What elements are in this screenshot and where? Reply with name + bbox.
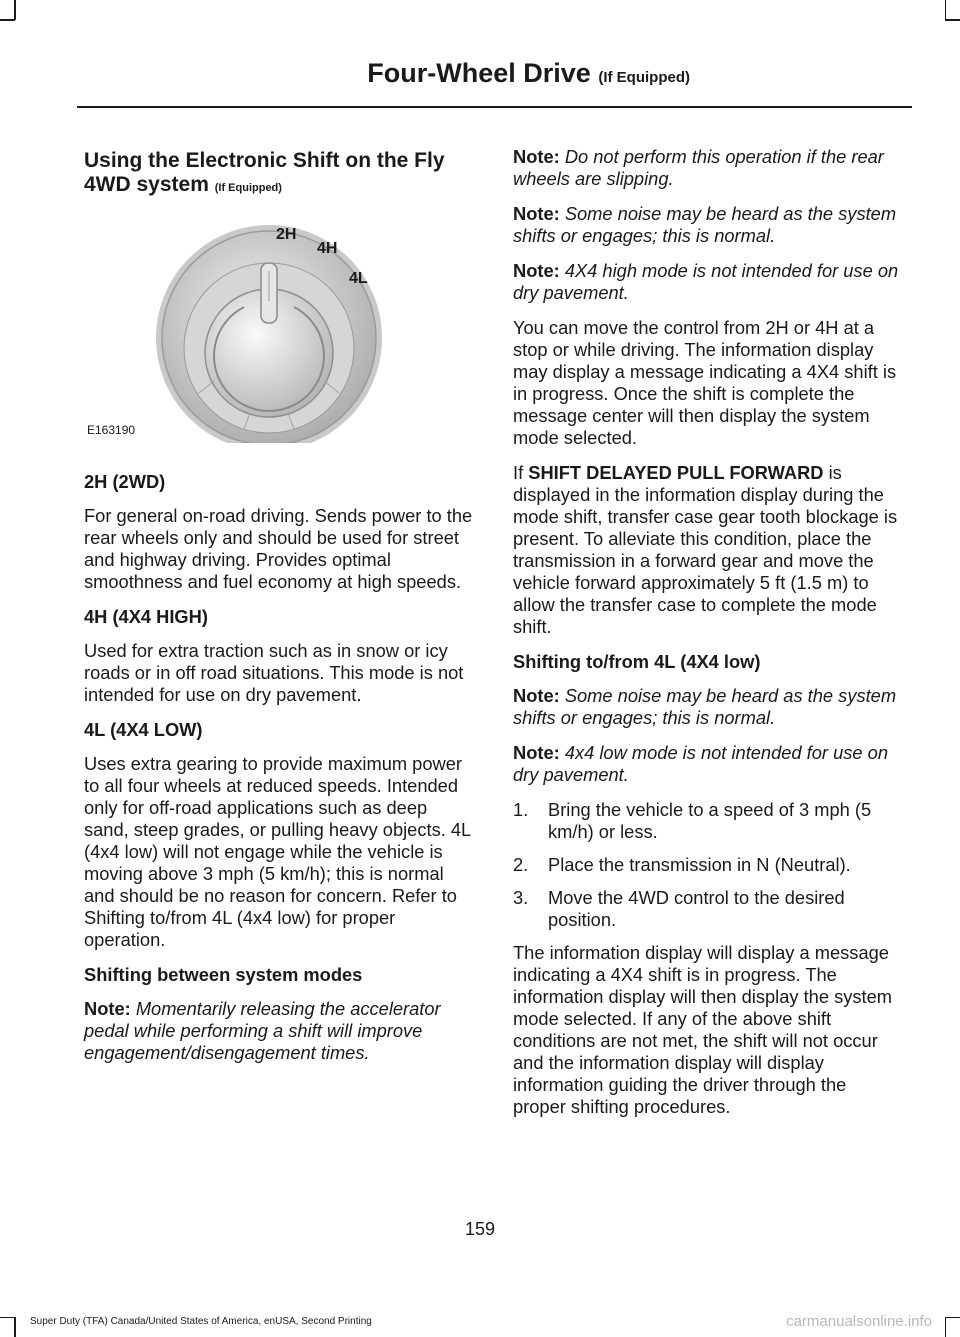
- mode-4h-description: Used for extra traction such as in snow or icy roads or in off road situations. This mode is not intended for use on dry pavement.: [84, 640, 464, 705]
- step-number: 1.: [513, 799, 529, 820]
- mode-4h-heading: 4H (4X4 HIGH): [84, 606, 208, 627]
- 4wd-control-knob-illustration: [84, 203, 474, 443]
- right-column: [513, 146, 903, 1131]
- crop-mark: [945, 1317, 960, 1319]
- note-slipping: [513, 146, 903, 190]
- header-title-text: Four-Wheel Drive: [367, 58, 591, 88]
- mode-2h-heading: 2H (2WD): [84, 471, 166, 492]
- note-label: Note:: [513, 742, 560, 763]
- crop-mark: [0, 1317, 15, 1319]
- section-title: [84, 149, 474, 200]
- para-prefix: If: [513, 462, 524, 483]
- note-text: Some noise may be heard as the system shifts or engages; this is normal.: [513, 685, 897, 728]
- note-text: 4x4 low mode is not intended for use on dry pavement.: [513, 742, 888, 785]
- page-number: 159: [464, 1219, 496, 1239]
- note-noise-4l: [513, 685, 903, 729]
- crop-mark: [945, 19, 960, 21]
- header-divider: [77, 106, 912, 108]
- shifting-4l-heading: Shifting to/from 4L (4X4 low): [513, 651, 761, 672]
- list-item: [513, 854, 903, 876]
- shift-delayed-paragraph: [513, 462, 903, 638]
- label-4h: 4H: [317, 240, 338, 257]
- shift-delayed-message: SHIFT DELAYED PULL FORWARD: [528, 462, 824, 483]
- section-title-text: Using the Electronic Shift on the Fly 4WD system: [84, 149, 445, 196]
- crop-mark: [0, 19, 15, 21]
- note-label: Note:: [513, 260, 560, 281]
- note-label: Note:: [513, 685, 560, 706]
- figure-id: E163190: [87, 423, 136, 437]
- step-text: Place the transmission in N (Neutral).: [548, 854, 851, 875]
- note-4x4-high: [513, 260, 903, 304]
- crop-mark: [14, 0, 16, 20]
- crop-mark: [945, 1317, 947, 1337]
- crop-mark: [945, 0, 947, 20]
- note-text: Momentarily releasing the accelerator pedal while performing a shift will improve engagement/disengagement times.: [84, 998, 441, 1063]
- 4wd-control-figure: [84, 203, 474, 443]
- mode-2h-description: For general on-road driving. Sends power to the rear wheels only and should be used for street and highway driving. Provides optimal smoothness and fuel economy at high speeds.: [84, 505, 473, 592]
- shifting-modes-heading: Shifting between system modes: [84, 964, 363, 985]
- note-text: Some noise may be heard as the system shifts or engages; this is normal.: [513, 203, 897, 246]
- mode-4l-heading: 4L (4X4 LOW): [84, 719, 203, 740]
- mode-4l-description: Uses extra gearing to provide maximum power to all four wheels at reduced speeds. Intended only for off-road applications such as deep sand, steep grades, or pulling heavy objects. 4L (4x4 low) will not engage while the vehicle is moving above 3 mph (5 km/h); this is normal and should be no reason for concern. Refer to Shifting to/from 4L (4x4 low) for proper operation.: [84, 753, 471, 950]
- label-2h: 2H: [276, 226, 297, 243]
- header-title-suffix: (If Equipped): [598, 69, 690, 86]
- note-text: 4X4 high mode is not intended for use on dry pavement.: [513, 260, 899, 303]
- section-title-suffix: (If Equipped): [214, 182, 282, 194]
- page-header-title: [367, 58, 690, 89]
- step-number: 2.: [513, 854, 529, 875]
- para-rest: is displayed in the information display during the mode shift, transfer case gear tooth blockage is present. To alleviate this condition, place the transmission in a forward gear and move the vehicle forward approximately 5 ft (1.5 m) to allow the transfer case to complete the mode shift.: [513, 462, 898, 637]
- note-label: Note:: [513, 203, 560, 224]
- footer-text: Super Duty (TFA) Canada/United States of America, enUSA, Second Printing: [30, 1316, 372, 1327]
- list-item: [513, 887, 903, 931]
- watermark: carmanualsonline.info: [786, 1313, 932, 1330]
- shift-steps-list: [513, 799, 903, 931]
- step-text: Bring the vehicle to a speed of 3 mph (5 km/h) or less.: [548, 799, 872, 842]
- left-column: [84, 146, 474, 1077]
- step-number: 3.: [513, 887, 529, 908]
- note-4x4-low: [513, 742, 903, 786]
- shift-info-paragraph: You can move the control from 2H or 4H at a stop or while driving. The information display may display a message indicating a 4X4 shift is in progress. Once the shift is complete the message center will then display the system mode selected.: [513, 317, 897, 448]
- note-text: Do not perform this operation if the rear wheels are slipping.: [513, 146, 884, 189]
- note-label: Note:: [84, 998, 131, 1019]
- step-text: Move the 4WD control to the desired position.: [548, 887, 845, 930]
- crop-mark: [14, 1317, 16, 1337]
- label-4l: 4L: [349, 270, 368, 287]
- note-label: Note:: [513, 146, 560, 167]
- list-item: [513, 799, 903, 843]
- note-noise: [513, 203, 903, 247]
- final-paragraph: The information display will display a message indicating a 4X4 shift is in progress. The information display will then display the system mode selected. If any of the above shift conditions are not met, the shift will not occur and the information display will display information guiding the driver through the proper shifting procedures.: [513, 942, 892, 1117]
- note-accelerator: [84, 998, 474, 1064]
